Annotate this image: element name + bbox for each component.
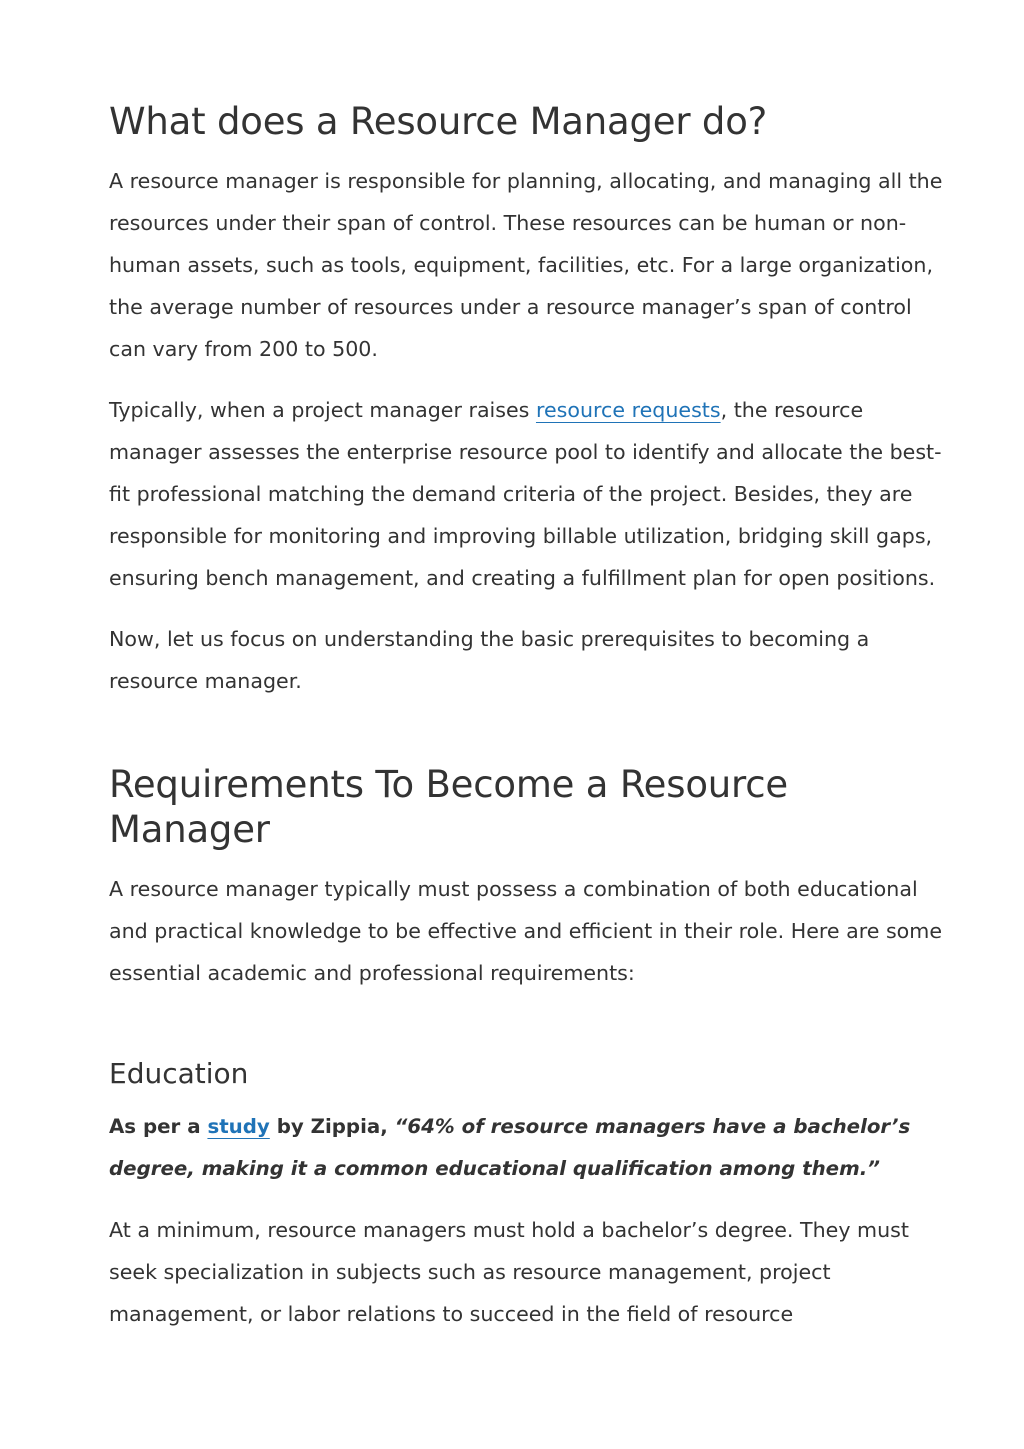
paragraph-text: , the resource manager assesses the enterprise resource pool to identify and allocate the best-fit professional matching the demand criteria of the project. Besides, they are responsible for monitoring and improving billable utilization, bridging skill gaps, ensuring bench management, and creating a fulfillment plan for open positions.	[109, 398, 942, 590]
study-link[interactable]: study	[207, 1115, 270, 1138]
resource-requests-link[interactable]: resource requests	[535, 398, 721, 422]
heading-what-does-resource-manager-do: What does a Resource Manager do?	[109, 100, 768, 143]
paragraph-zippia-quote	[109, 1106, 945, 1190]
paragraph-requirements-intro: A resource manager typically must possess a combination of both educational and practical knowledge to be effective and efficient in their role. Here are some essential academic and professional requirements:	[109, 877, 943, 985]
paragraph-education-minimum: At a minimum, resource managers must hold a bachelor’s degree. They must seek specialization in subjects such as resource management, project management, or labor relations to succeed in the field of resource	[109, 1218, 909, 1326]
quote-text: “64% of resource managers have a bachelor’s degree, making it a common educational qualification among them.”	[109, 1115, 911, 1180]
paragraph-typical-duties	[109, 389, 945, 599]
article-content	[109, 98, 945, 1354]
paragraph-text: Typically, when a project manager raises	[109, 398, 536, 422]
paragraph-definition: A resource manager is responsible for planning, allocating, and managing all the resources under their span of control. These resources can be human or non-human assets, such as tools, equipment, facilities, etc. For a large organization, the average number of resources under a resource manager’s span of control can vary from 200 to 500.	[109, 169, 943, 361]
quote-intro-text: As per a	[109, 1115, 208, 1138]
quote-source-text: by Zippia,	[269, 1115, 395, 1138]
heading-requirements: Requirements To Become a Resource Manager	[109, 763, 788, 851]
paragraph-transition: Now, let us focus on understanding the basic prerequisites to becoming a resource manager.	[109, 627, 870, 693]
heading-education: Education	[109, 1057, 249, 1090]
